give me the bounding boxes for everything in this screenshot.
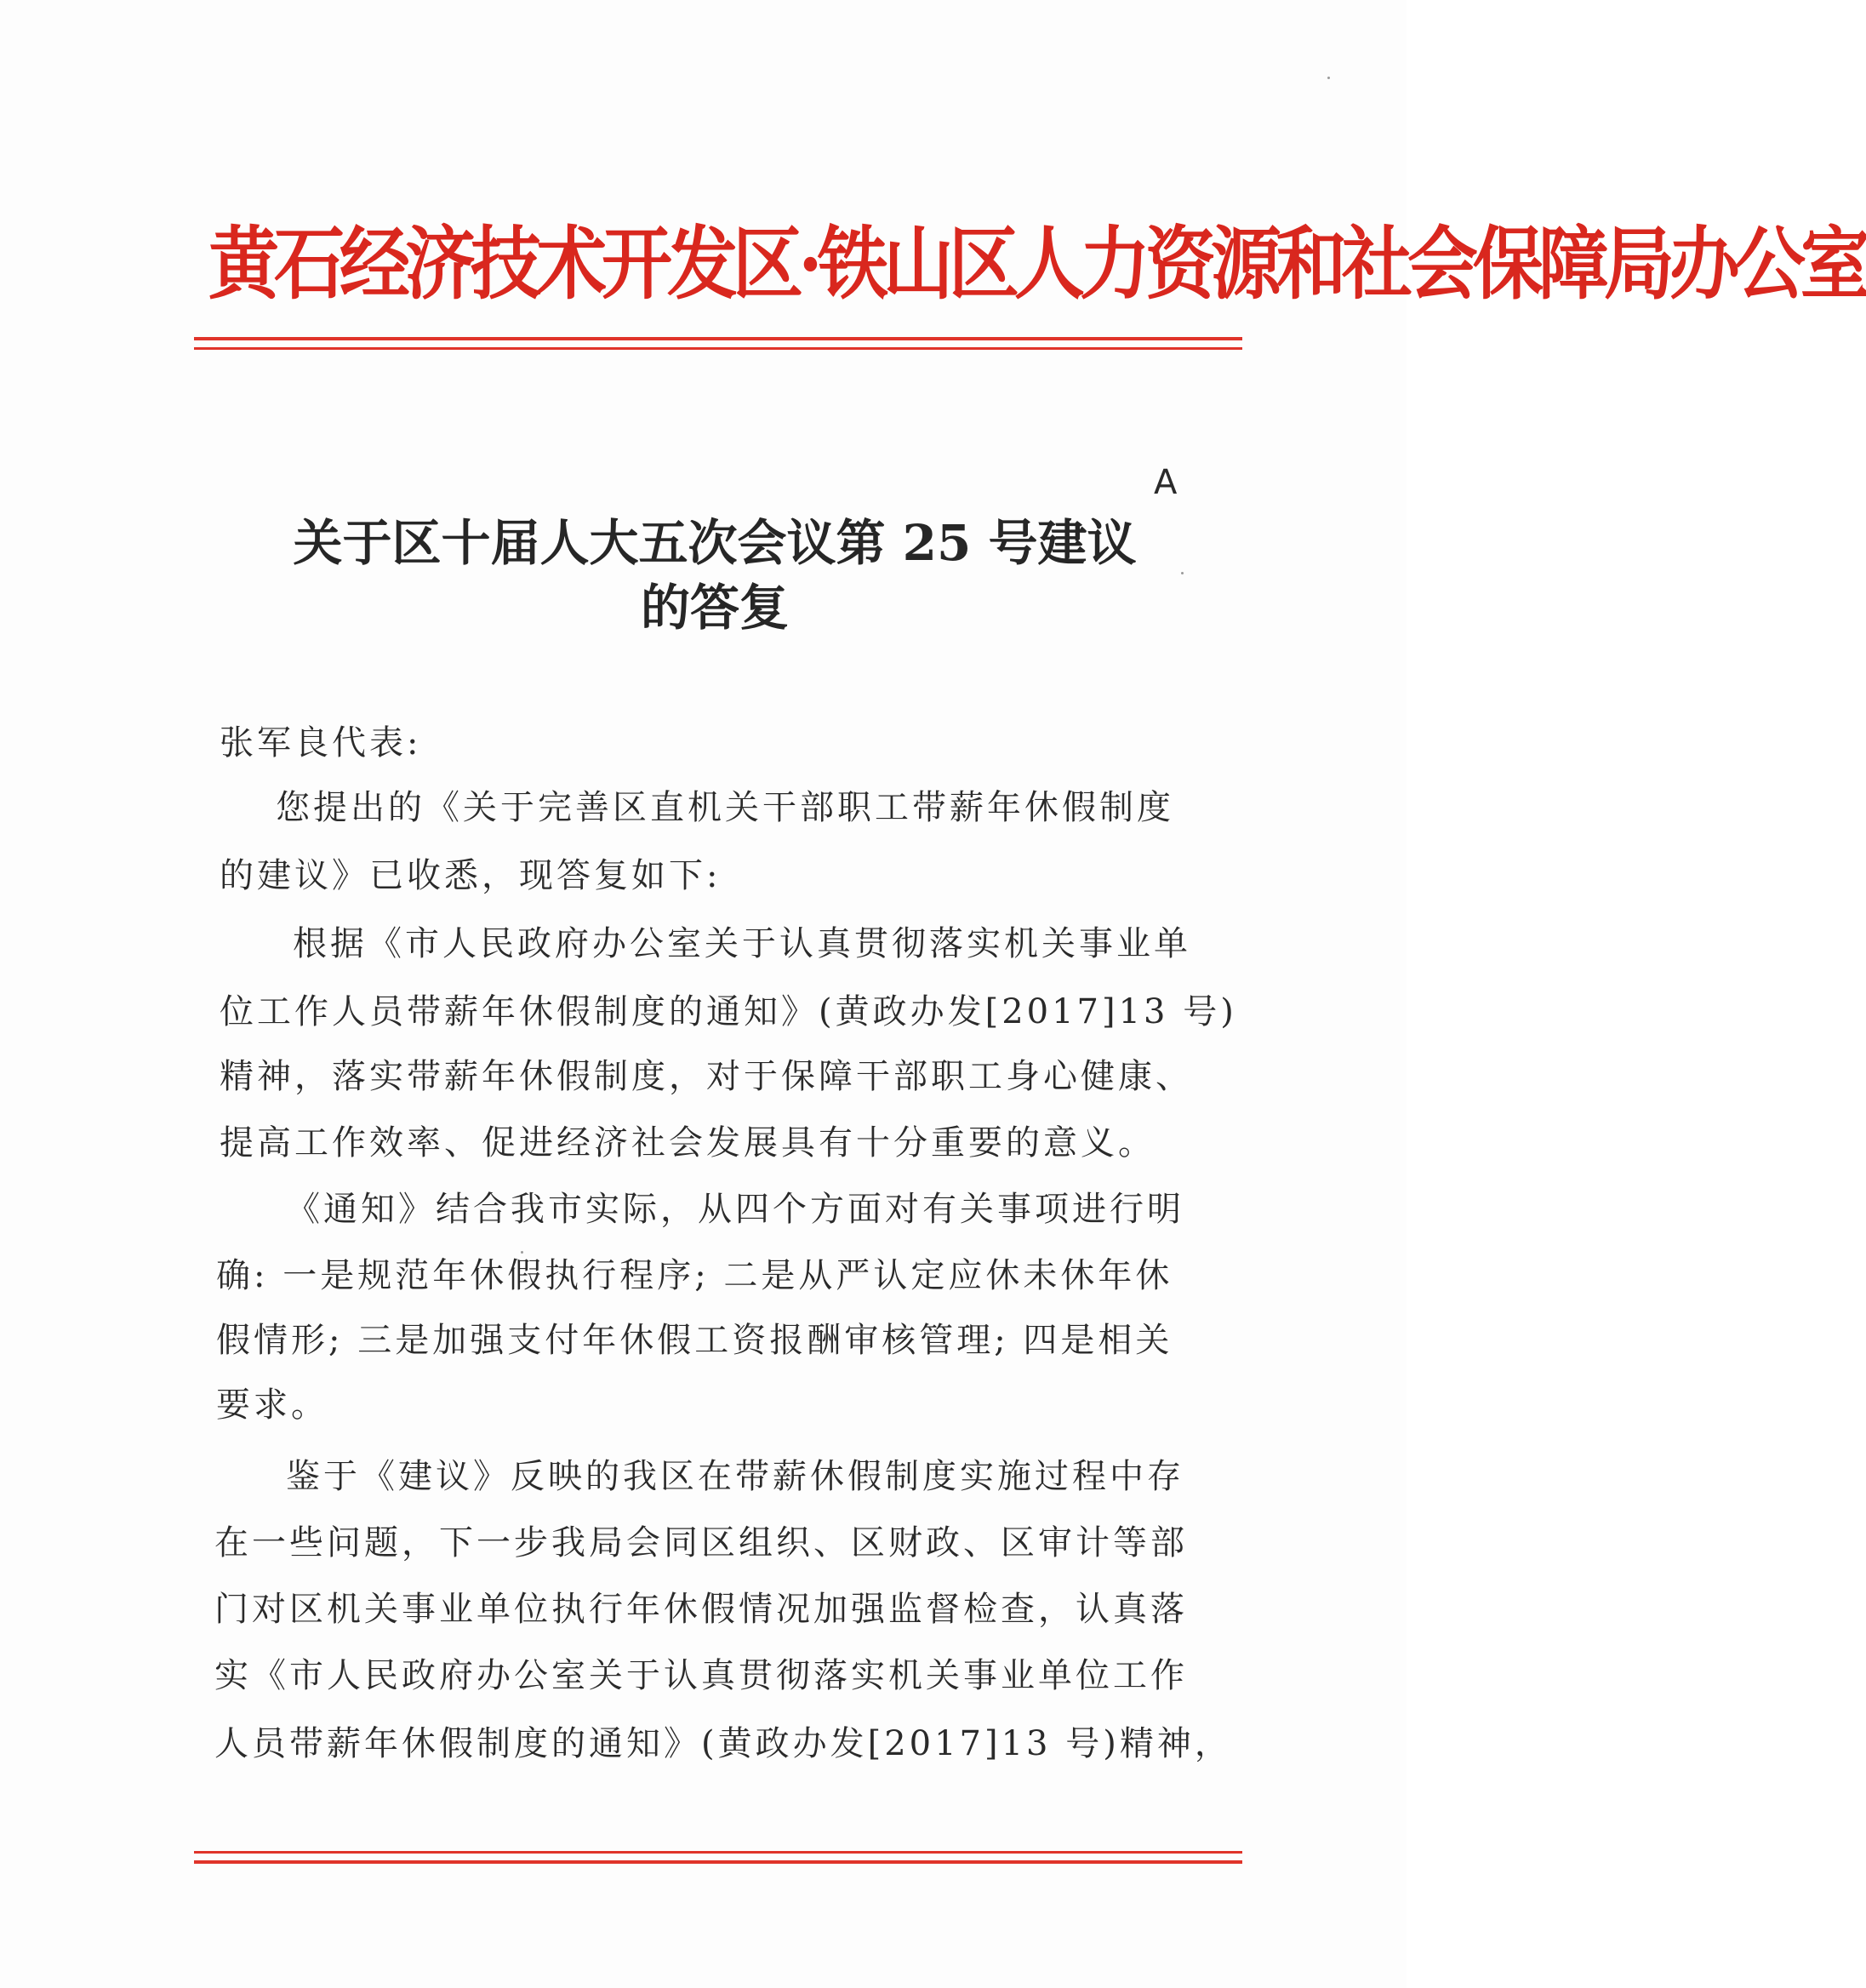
letterhead-red-rule-thin xyxy=(194,347,1242,350)
scan-speck xyxy=(1181,572,1184,574)
salutation: 张军良代表: xyxy=(220,723,422,763)
body-line: 的建议》已收悉，现答复如下: xyxy=(220,856,722,895)
letterhead-title: 黄石经济技术开发区·铁山区人力资源和社会保障局办公室 xyxy=(208,217,1866,311)
body-line: 《通知》结合我市实际，从四个方面对有关事项进行明 xyxy=(286,1190,1184,1229)
body-line: 确: 一是规范年休假执行程序; 二是从严认定应休未休年休 xyxy=(216,1256,1173,1295)
classification-mark: A xyxy=(1154,463,1178,502)
document-title xyxy=(255,511,1174,640)
body-line: 假情形; 三是加强支付年休假工资报酬审核管理; 四是相关 xyxy=(216,1321,1173,1360)
document-title-line-1: 关于区十届人大五次会议第 25 号建议 xyxy=(293,514,1137,572)
body-line: 根据《市人民政府办公室关于认真贯彻落实机关事业单 xyxy=(293,924,1191,963)
body-line: 要求。 xyxy=(216,1385,328,1425)
body-line: 人员带薪年休假制度的通知》(黄政办发[2017]13 号)精神， xyxy=(214,1724,1232,1763)
footer-red-rule-thick xyxy=(194,1860,1242,1864)
document-title-line-2: 的答复 xyxy=(640,579,789,637)
body-line: 门对区机关事业单位执行年休假情况加强监督检查，认真落 xyxy=(214,1590,1188,1629)
body-line: 实《市人民政府办公室关于认真贯彻落实机关事业单位工作 xyxy=(214,1656,1188,1695)
footer-red-rule-thin xyxy=(194,1851,1242,1854)
body-line: 您提出的《关于完善区直机关干部职工带薪年休假制度 xyxy=(276,788,1174,827)
scan-speck xyxy=(1327,77,1330,79)
body-line: 位工作人员带薪年休假制度的通知》(黄政办发[2017]13 号) xyxy=(220,992,1237,1031)
letterhead-red-rule-thick xyxy=(194,337,1242,340)
scan-speck xyxy=(521,1251,523,1254)
body-line: 精神，落实带薪年休假制度，对于保障干部职工身心健康、 xyxy=(220,1057,1193,1096)
body-line: 鉴于《建议》反映的我区在带薪休假制度实施过程中存 xyxy=(286,1457,1184,1496)
body-line: 在一些问题，下一步我局会同区组织、区财政、区审计等部 xyxy=(214,1523,1188,1562)
body-line: 提高工作效率、促进经济社会发展具有十分重要的意义。 xyxy=(220,1123,1156,1163)
